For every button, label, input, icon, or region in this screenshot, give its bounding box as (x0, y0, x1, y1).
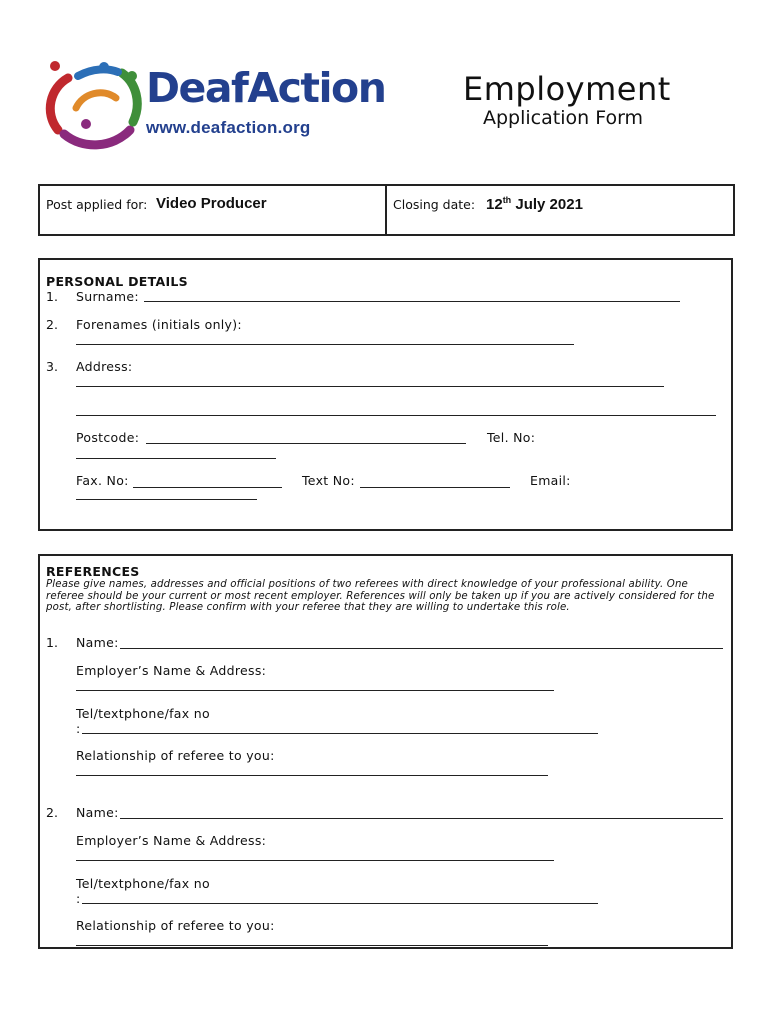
referee-name-label: Name: (76, 635, 119, 650)
referee-name-field[interactable] (120, 648, 723, 649)
referee-employer-field[interactable] (76, 690, 554, 691)
item-number: 1. (46, 289, 58, 304)
fax-field[interactable] (133, 487, 282, 488)
referee-tel-label: Tel/textphone/fax no (76, 876, 210, 891)
logo-wordmark: DeafAction (146, 64, 386, 112)
referee-tel-label: Tel/textphone/fax no (76, 706, 210, 721)
referee-relationship-label: Relationship of referee to you: (76, 748, 275, 763)
post-applied-value: Video Producer (156, 195, 267, 212)
forenames-field[interactable] (76, 344, 574, 345)
page-subtitle: Application Form (483, 107, 644, 129)
referee-relationship-field[interactable] (76, 945, 548, 946)
closing-date-label: Closing date: (393, 197, 476, 212)
referee-employer-label: Employer’s Name & Address: (76, 663, 267, 678)
referee-number: 2. (46, 805, 58, 820)
address-label: Address: (76, 359, 133, 374)
item-number: 2. (46, 317, 58, 332)
page-title: Employment (463, 70, 671, 108)
referee-relationship-field[interactable] (76, 775, 548, 776)
post-box-divider (385, 184, 387, 236)
email-field[interactable] (76, 499, 257, 500)
personal-details-title: PERSONAL DETAILS (46, 274, 188, 289)
referee-number: 1. (46, 635, 58, 650)
post-applied-label: Post applied for: (46, 197, 148, 212)
closing-date-value: 12th July 2021 (486, 195, 583, 213)
referee-tel-field[interactable] (82, 903, 598, 904)
email-label: Email: (530, 473, 571, 488)
referee-name-field[interactable] (120, 818, 723, 819)
address-field-line-1[interactable] (76, 386, 664, 387)
logo-url: www.deafaction.org (146, 118, 311, 137)
referee-name-label: Name: (76, 805, 119, 820)
references-title: REFERENCES (46, 564, 140, 579)
address-field-line-2[interactable] (76, 415, 716, 416)
referee-tel-colon: : (76, 721, 81, 736)
referee-employer-field[interactable] (76, 860, 554, 861)
item-number: 3. (46, 359, 58, 374)
text-no-field[interactable] (360, 487, 510, 488)
tel-label: Tel. No: (487, 430, 536, 445)
referee-employer-label: Employer’s Name & Address: (76, 833, 267, 848)
postcode-field[interactable] (146, 443, 466, 444)
forenames-label: Forenames (initials only): (76, 317, 242, 332)
fax-label: Fax. No: (76, 473, 129, 488)
surname-field[interactable] (144, 301, 680, 302)
referee-tel-field[interactable] (82, 733, 598, 734)
postcode-label: Postcode: (76, 430, 140, 445)
referee-tel-colon: : (76, 891, 81, 906)
surname-label: Surname: (76, 289, 139, 304)
tel-field[interactable] (76, 458, 276, 459)
text-no-label: Text No: (302, 473, 355, 488)
personal-details-section (38, 258, 733, 531)
references-instructions: Please give names, addresses and official positions of two referees with direct knowledge of your professional ability. One referee should be your current or most recent employer. References will only be taken up if you are actively considered for the post, after shortlisting. Please confirm with your referee that they are willing to undertake this role. (46, 579, 715, 613)
referee-relationship-label: Relationship of referee to you: (76, 918, 275, 933)
